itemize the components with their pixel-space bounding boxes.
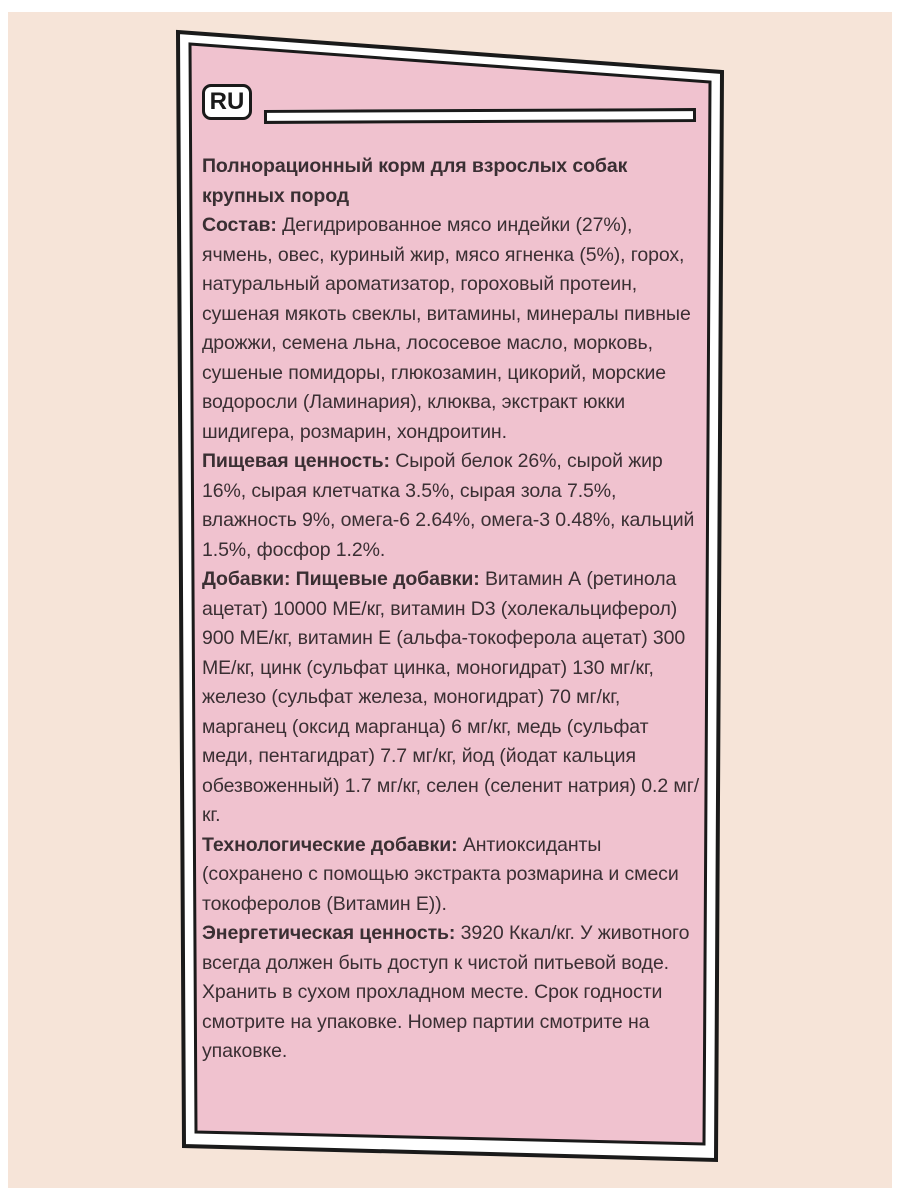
tech-additives-paragraph <box>202 831 702 920</box>
nutrition-label: Пищевая ценность: <box>202 450 390 472</box>
tech-additives-label: Технологические добавки: <box>202 833 458 856</box>
nutrition-paragraph <box>202 447 702 565</box>
additives-paragraph <box>202 565 702 831</box>
product-title: Полнорационный корм для взрослых собак крупных пород <box>202 155 628 207</box>
header-rule <box>264 108 696 124</box>
composition-text: Дегидрированное мясо индейки (27%), ячмень, овес, куриный жир, мясо ягненка (5%), горох, натуральный ароматизатор, гороховый протеин, сушеная мякоть свеклы, витамины, минералы пивные дрожжи, семена льна, лососевое масло, морковь, сушеные помидоры, глюкозамин, цикорий, морские водоросли (Ламинария), клюква, экстракт юкки шидигера, розмарин, хондроитин. <box>202 214 691 443</box>
tech-additives-text: Антиоксиданты (сохранено с помощью экстракта розмарина и смеси токоферолов (Витамин Е)). <box>202 833 679 915</box>
additives-label: Добавки: Пищевые добавки: <box>202 568 480 590</box>
ingredients-text <box>202 152 702 1067</box>
composition-paragraph <box>202 211 702 447</box>
nutrition-text: Сырой белок 26%, сырой жир 16%, сырая клетчатка 3.5%, сырая зола 7.5%, влажность 9%, омега-6 2.64%, омега-3 0.48%, кальций 1.5%, фосфор 1.2%. <box>202 450 695 561</box>
energy-label: Энергетическая ценность: <box>202 922 456 944</box>
energy-text: 3920 Ккал/кг. У животного всегда должен быть доступ к чистой питьевой воде. Хранить в сухом прохладном месте. Срок годности смотрите на упаковке. Номер партии смотрите на упаковке. <box>202 922 690 1062</box>
additives-text: Витамин А (ретинола ацетат) 10000 МЕ/кг, витамин D3 (холекальциферол) 900 МЕ/кг, витамин Е (альфа-токоферола ацетат) 300 МЕ/кг, цинк (сульфат цинка, моногидрат) 130 мг/кг, железо (сульфат железа, моногидрат) 70 мг/кг, марганец (оксид марганца) 6 мг/кг, медь (сульфат меди, пентагидрат) 7.7 мг/кг, йод (йодат кальция обезвоженный) 1.7 мг/кг, селен (селенит натрия) 0.2 мг/кг. <box>202 568 700 826</box>
language-badge-label: RU <box>209 88 245 115</box>
composition-label: Состав: <box>202 214 277 236</box>
language-badge <box>202 84 252 120</box>
label-card <box>170 26 730 1166</box>
energy-paragraph <box>202 919 702 1067</box>
